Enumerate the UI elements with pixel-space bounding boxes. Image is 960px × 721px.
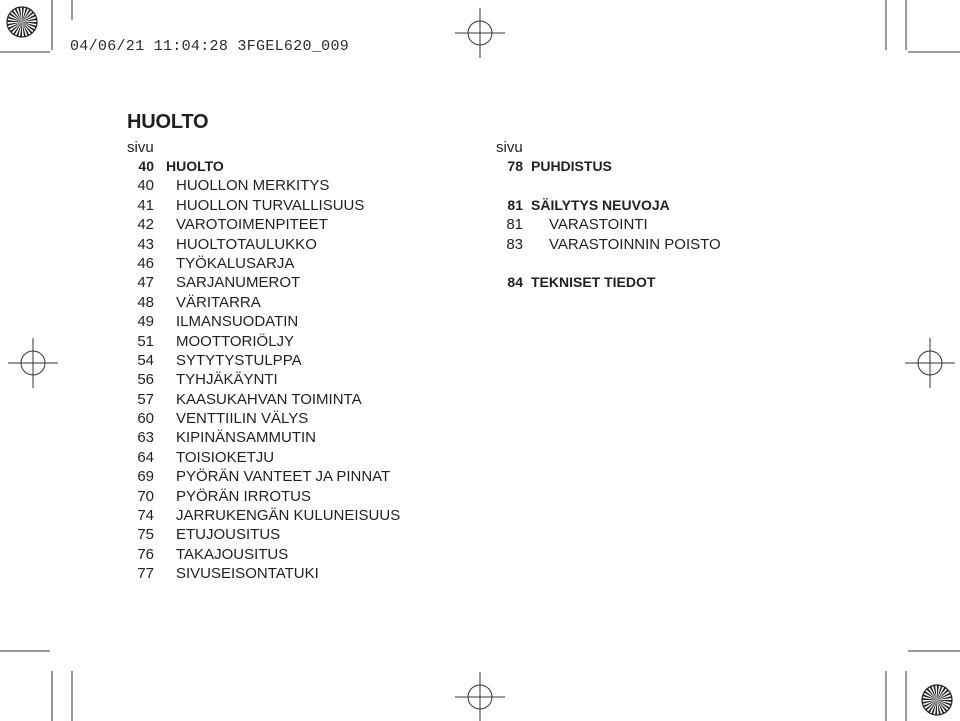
toc-page-number: 81 <box>506 216 523 234</box>
toc-entry <box>127 351 400 370</box>
toc-entry <box>127 176 400 195</box>
toc-entry-title: PYÖRÄN IRROTUS <box>176 487 312 505</box>
toc-entry <box>496 235 721 254</box>
toc-entry-title: TOISIOKETJU <box>176 448 275 466</box>
toc-entry-title: SYTYTYSTULPPA <box>176 351 302 369</box>
print-info-line: 04/06/21 11:04:28 3FGEL620_009 <box>70 38 350 55</box>
toc-page-number: 46 <box>137 254 154 272</box>
toc-entry <box>127 487 400 506</box>
toc-entry <box>127 448 400 467</box>
toc-entry-title: VARASTOINTI <box>549 216 648 234</box>
toc-entry <box>496 157 721 176</box>
registration-crosshair-top <box>455 8 505 58</box>
page-column-label: sivu <box>496 139 523 156</box>
registration-starburst-top-left <box>7 7 37 37</box>
toc-entry-title: HUOLTO <box>166 158 224 174</box>
toc-list <box>127 157 400 584</box>
toc-entry-title: ETUJOUSITUS <box>176 526 281 544</box>
toc-page-number: 60 <box>137 410 154 428</box>
toc-entry <box>127 235 400 254</box>
toc-entry <box>127 157 400 176</box>
toc-page-number: 40 <box>137 177 154 195</box>
toc-entry <box>127 332 400 351</box>
toc-page-number: 56 <box>137 371 154 389</box>
toc-entry <box>127 390 400 409</box>
toc-entry <box>127 312 400 331</box>
toc-page-number: 69 <box>137 468 154 486</box>
toc-entry-title: TYHJÄKÄYNTI <box>176 371 278 389</box>
toc-left-column <box>127 138 400 584</box>
toc-entry <box>127 215 400 234</box>
toc-entry-title: KAASUKAHVAN TOIMINTA <box>176 390 362 408</box>
toc-page-number: 43 <box>137 235 154 253</box>
toc-page-number: 76 <box>137 545 154 563</box>
toc-entry <box>496 273 721 292</box>
toc-entry <box>127 409 400 428</box>
toc-page-number: 78 <box>507 158 523 174</box>
toc-entry <box>127 370 400 389</box>
toc-entry-title: PUHDISTUS <box>531 158 612 174</box>
toc-page-number: 48 <box>137 293 154 311</box>
toc-page-number: 74 <box>137 507 154 525</box>
toc-entry-title: ILMANSUODATIN <box>176 313 299 331</box>
toc-entry <box>496 215 721 234</box>
registration-crosshair-right <box>905 338 955 388</box>
toc-page-number: 49 <box>137 313 154 331</box>
toc-entry-title: VÄRITARRA <box>176 293 261 311</box>
toc-entry <box>127 467 400 486</box>
toc-page-number: 54 <box>137 351 154 369</box>
toc-entry <box>127 196 400 215</box>
page-column-label: sivu <box>127 139 154 156</box>
toc-entry-title: TEKNISET TIEDOT <box>531 274 656 291</box>
toc-page-number: 63 <box>137 429 154 447</box>
toc-entry-title: SARJANUMEROT <box>176 274 301 292</box>
toc-entry-title: SIVUSEISONTATUKI <box>176 565 319 583</box>
toc-entry-title: VAROTOIMENPITEET <box>176 216 328 234</box>
toc-entry-title: HUOLTOTAULUKKO <box>176 235 317 253</box>
toc-entry <box>127 428 400 447</box>
toc-entry-title: VENTTIILIN VÄLYS <box>176 410 309 428</box>
registration-crosshair-left <box>8 338 58 388</box>
toc-page-number: 81 <box>507 196 523 213</box>
toc-entry-title: JARRUKENGÄN KULUNEISUUS <box>176 507 401 525</box>
toc-page-number: 83 <box>506 235 523 253</box>
toc-entry <box>127 545 400 564</box>
toc-entry <box>496 196 721 215</box>
toc-entry <box>127 273 400 292</box>
toc-page-number: 75 <box>137 526 154 544</box>
toc-entry-title: SÄILYTYS NEUVOJA <box>531 196 670 213</box>
toc-entry-title: HUOLLON MERKITYS <box>176 177 330 195</box>
toc-page-number: 77 <box>137 565 154 583</box>
toc-page-number: 42 <box>137 216 154 234</box>
toc-page-number: 51 <box>137 332 154 350</box>
toc-entry <box>127 525 400 544</box>
toc-entry <box>127 564 400 583</box>
toc-page-number: 70 <box>137 487 154 505</box>
toc-page-number: 57 <box>137 390 154 408</box>
toc-entry <box>127 293 400 312</box>
toc-entry <box>127 254 400 273</box>
section-title: HUOLTO <box>127 111 209 133</box>
toc-entry-title: KIPINÄNSAMMUTIN <box>176 429 317 447</box>
toc-page-number: 40 <box>138 158 154 174</box>
toc-entry <box>127 506 400 525</box>
toc-entry-title: TAKAJOUSITUS <box>176 545 289 563</box>
toc-entry-title: MOOTTORIÖLJY <box>176 332 295 350</box>
toc-entry-title: PYÖRÄN VANTEET JA PINNAT <box>176 468 391 486</box>
registration-crosshair-bottom <box>455 672 505 721</box>
toc-list <box>496 157 721 293</box>
toc-entry-title: HUOLLON TURVALLISUUS <box>176 196 365 214</box>
toc-entry-title: VARASTOINNIN POISTO <box>549 235 721 253</box>
toc-entry-title: TYÖKALUSARJA <box>176 254 295 272</box>
registration-starburst-bottom-right <box>922 685 952 715</box>
toc-page-number: 64 <box>137 448 154 466</box>
toc-right-column <box>496 138 721 293</box>
toc-page-number: 84 <box>507 274 523 291</box>
toc-page-number: 47 <box>137 274 154 292</box>
toc-page-number: 41 <box>137 196 154 214</box>
